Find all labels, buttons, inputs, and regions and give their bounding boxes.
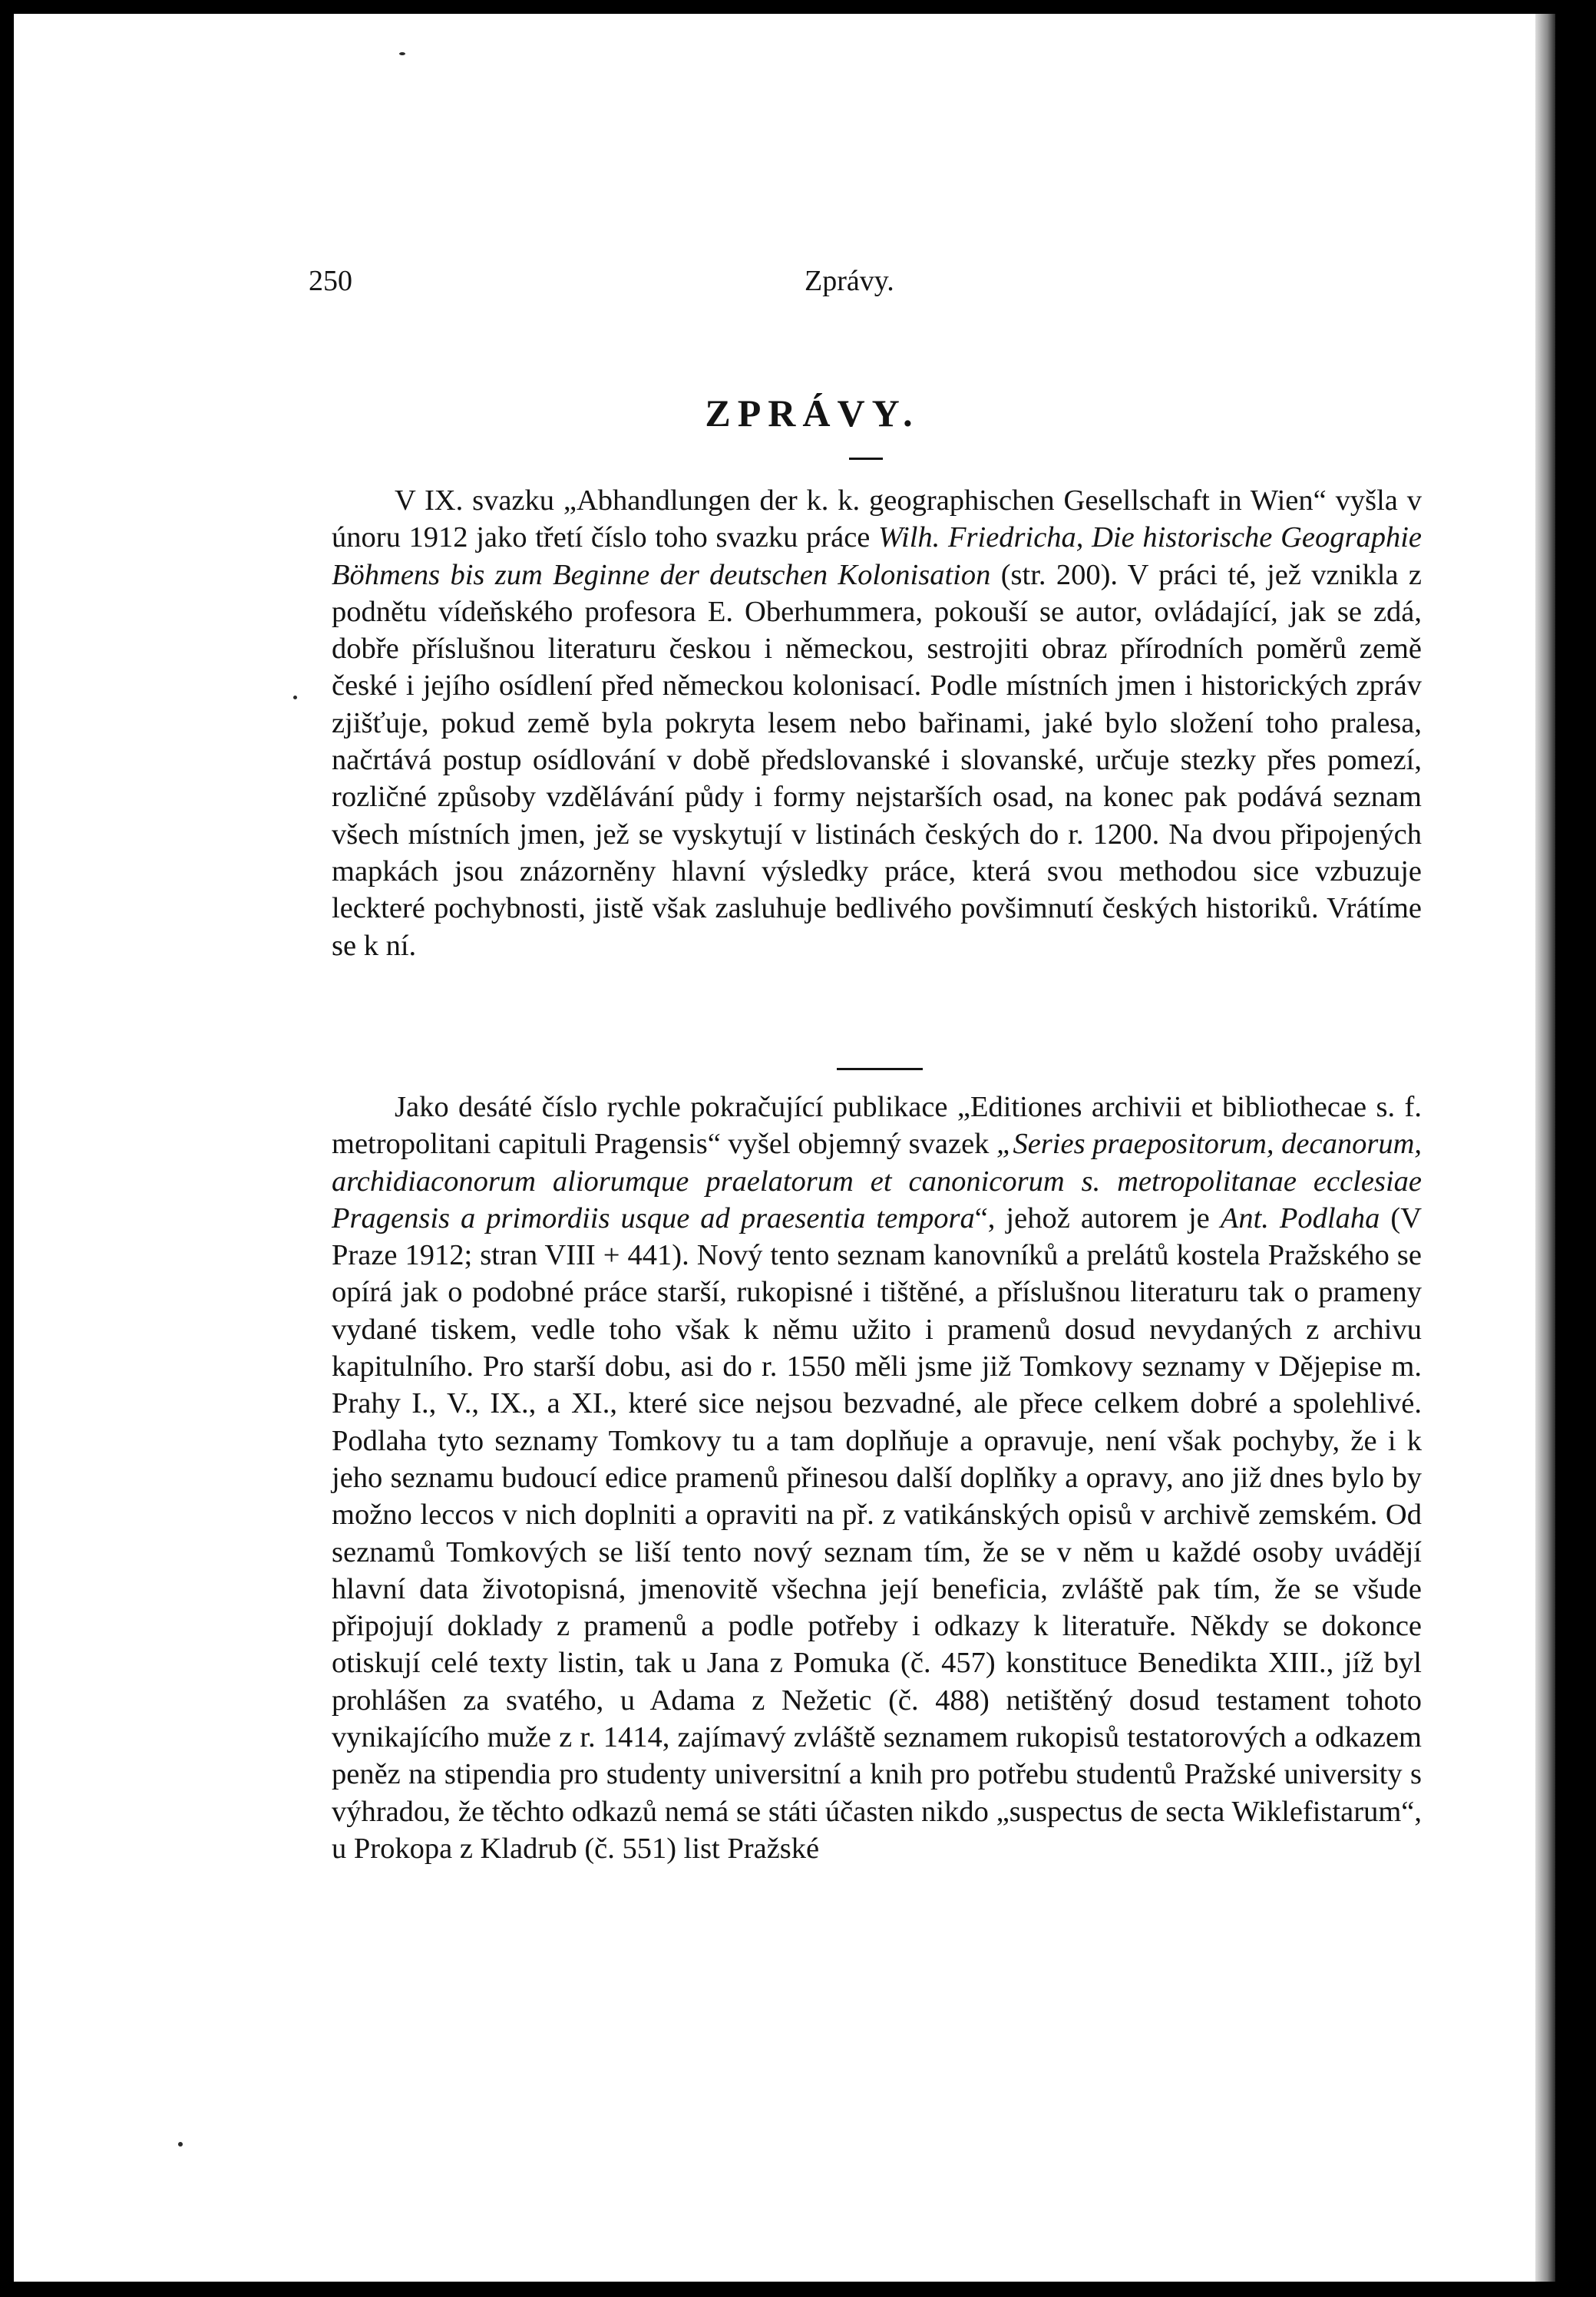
body-text: (str. 200). V práci té, jež vznikla z podnětu vídeňského profesora E. Oberhummera, pokouší se autor, ovládající, jak se zdá, dobře příslušnou literaturu českou i německou, sestrojiti obraz přírodních poměrů země české i jejího osídlení před německou kolonisací. Podle místních jmen i historických zpráv zjišťuje, pokud země byla pokryta lesem nebo bařinami, jaké bylo složení toho pralesa, načrtává postup osídlování v době předslovanské i slovanské, určuje stezky přes pomezí, rozličné způsoby vzdělávání půdy i formy nejstarších osad, na konec pak podává seznam všech místních jmen, jež se vyskytují v listinách českých do r. 1200. Na dvou připojených mapkách jsou znázorněny hlavní výsledky práce, která svou methodou sice vzbuzuje leckteré pochybnosti, jistě však zasluhuje bedlivého povšimnutí českých historiků. Vrátíme se k ní.: [332, 558, 1422, 962]
body-text: “, jehož autorem je: [974, 1201, 1221, 1234]
book-page: [14, 14, 1549, 2282]
section-separator-rule: [837, 1068, 923, 1070]
italic-text: „Series praepositorum, decanorum, archidiaconorum aliorumque praelatorum et canonicorum s. metropolitanae ecclesiae Pragensis a primordiis usque ad praesentia tempora: [332, 1128, 1422, 1234]
running-head: [14, 258, 1549, 304]
scan-speck: [178, 2142, 183, 2147]
running-title: Zprávy.: [805, 265, 894, 297]
heading-rule: [849, 458, 883, 460]
italic-text: Ant. Podlaha: [1220, 1201, 1380, 1234]
body-text: (V Praze 1912; stran VIII + 441). Nový tento seznam kanovníků a prelátů kostela Pražského se opírá jak o podobné práce starší, rukopisné i tištěné, a příslušnou literaturu tak o prameny vydané tiskem, vedle toho však k němu užito i pramenů dosud nevydaných z archivu kapitulního. Pro starší dobu, asi do r. 1550 měli jsme již Tomkovy seznamy v Dějepise m. Prahy I., V., IX., a XI., které sice nejsou bezvadné, ale přece celkem dobré a spolehlivé. Podlaha tyto seznamy Tomkovy tu a tam doplňuje a opravuje, není však pochyby, že i k jeho seznamu budoucí edice pramenů přinesou další doplňky a opravy, ano již dnes bylo by možno leccos v nich doplniti a opraviti na př. z vatikánských opisů v archivě zemském. Od seznamů Tomkových se liší tento nový seznam tím, že se v něm u každé osoby uvádějí hlavní data životopisná, jmenovitě všechna její beneficia, zvláště pak tím, že se všude připojují doklady z pramenů a podle potřeby i odkazy k literatuře. Někdy se dokonce otiskují celé texty listin, tak u Jana z Pomuka (č. 457) konstituce Benedikta XIII., jíž byl prohlášen za svatého, u Adama z Nežetic (č. 488) netištěný dosud testament tohoto vynikajícího muže z r. 1414, zajímavý zvláště seznamem rukopisů testatorových a odkazem peněz na stipendia pro studenty universitní a knih pro potřebu studentů Pražské university s výhradou, že těchto odkazů nemá se státi účasten nikdo „suspectus de secta Wiklefistarum“, u Prokopa z Kladrub (č. 551) list Pražské: [332, 1201, 1423, 1865]
body-text: V IX. svazku „Abhandlungen der k. k. geographischen Gesellschaft in Wien“ vyšla v únoru 1912 jako třetí číslo toho svazku práce: [332, 484, 1422, 554]
scan-speck: [399, 52, 405, 55]
paragraph: [332, 482, 1422, 964]
scan-edge-shadow: [1535, 14, 1555, 2282]
paragraph: [332, 1089, 1422, 1867]
scan-speck: [293, 696, 297, 699]
body-text: Jako desáté číslo rychle pokračující publikace „Editiones archivii et bibliothecae s. f. metropolitani capituli Pragensis“ vyšel objemný svazek: [332, 1091, 1422, 1161]
page-number: 250: [309, 265, 352, 297]
italic-text: Wilh. Friedricha, Die historische Geographie Böhmens bis zum Beginne der deutschen Kolonisation: [332, 521, 1422, 591]
section-heading: ZPRÁVY.: [705, 392, 920, 435]
